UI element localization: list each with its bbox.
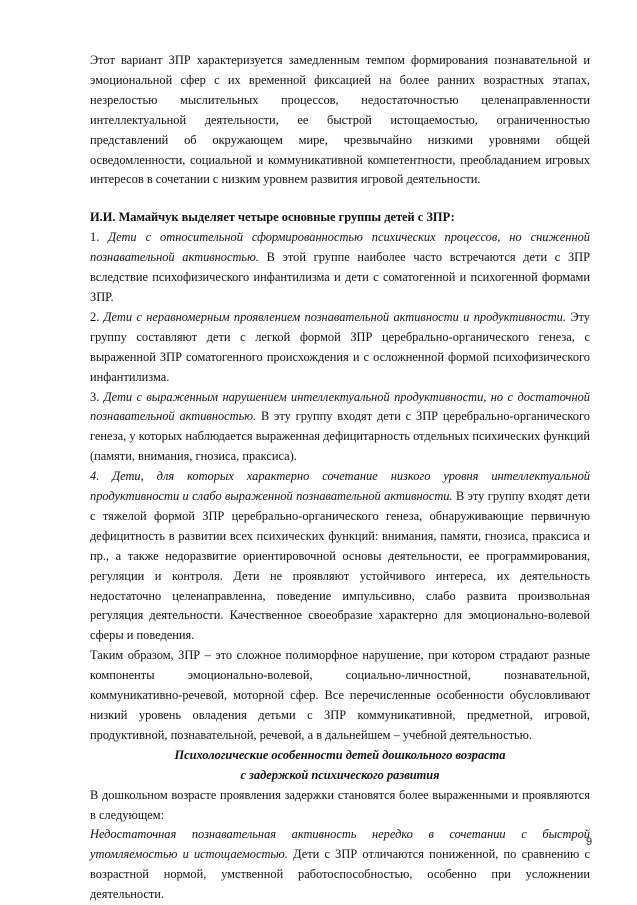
group-item-1 [90, 228, 590, 308]
paragraph-gap [90, 190, 590, 208]
page-number: 9 [586, 836, 593, 848]
section-title-line1: Психологические особенности детей дошкольного возраста [174, 747, 506, 762]
feature-paragraph [90, 825, 593, 905]
group-number: 2. [90, 309, 100, 324]
group-item-3 [90, 388, 590, 468]
group-number: 4. [90, 469, 100, 484]
group-italic-title: Дети с относительной сформированностью психических процессов, но сниженной познавательной активностью. [90, 230, 590, 265]
conclusion-paragraph: Таким образом, ЗПР – это сложное полиморфное нарушение, при котором страдают разные компоненты эмоционально-волевой, социально-личностной, познавательной, коммуникативно-речевой, моторной сфер. Все перечисленные особенности обусловливают низкий уровень овладения детьми с ЗПР коммуникативной, предметной, игровой, продуктивной, познавательной, речевой, а в дальнейшем – учебной деятельностью. [90, 648, 590, 742]
group-description: Эту группу составляют дети с легкой формой ЗПР церебрально-органического генеза, с выраженной ЗПР соматогенного происхождения и с осложненной формой психофизического инфантилизма. [90, 309, 590, 384]
paragraph-variant-description: Этот вариант ЗПР характеризуется замедленным темпом формирования познавательной и эмоциональной сфер с их временной фиксацией на более ранних возрастных этапах, незрелостью мыслительных процессов, недостаточностью целенаправленности интеллектуальной деятельности, ее быстрой истощаемостью, ограниченностью представлений об окружающем мире, чрезвычайно низкими уровнями общей осведомленности, социальной и коммуникативной компетентности, преобладанием игровых интересов в сочетании с низким уровнем развития игровой деятельности. [90, 53, 590, 187]
group-italic-title: Дети, для которых характерно сочетание низкого уровня интеллектуальной продуктивности и слабо выраженной познавательной активности. [90, 469, 590, 504]
section-title-line2: с задержкой психического развития [240, 767, 440, 782]
group-item-2 [90, 308, 590, 388]
feature-italic-title: Недостаточная познавательная активность нередко в сочетании с быстрой утомляемостью и истощаемостью. [90, 827, 590, 862]
page-content [90, 51, 593, 905]
group-description: В эту группу входят дети с тяжелой формой ЗПР церебрально-органического генеза, обнаруживающие первичную дефицитность в развитии всех психических функций: внимания, памяти, гнозиса, праксиса и пр., а также недоразвитие ориентировочной основы деятельности, ее программирования, регуляции и контроля. Дети не проявляют устойчивого интереса, их деятельность недостаточно целенаправленна, поведение импульсивно, слабо развита произвольная регуляция деятельности. Качественное своеобразие характерно для эмоционально-волевой сферы и поведения. [90, 489, 590, 643]
feature-description: Дети с ЗПР отличаются пониженной, по сравнению с возрастной нормой, умственной работоспособностью, особенно при усложнении деятельности. [90, 847, 590, 902]
group-item-4 [90, 467, 590, 646]
group-number: 3. [90, 389, 100, 404]
group-description: В эту группу входят дети с ЗПР церебрально-органического генеза, у которых наблюдается выраженная дефицитарность отдельных психических функций (памяти, внимания, гнозиса, праксиса). [90, 409, 590, 464]
group-italic-title: Дети с выраженным нарушением интеллектуальной продуктивности, но с достаточной познавательной активностью. [90, 389, 590, 424]
group-description: В этой группе наиболее часто встречаются дети с ЗПР вследствие психофизического инфантилизма и дети с соматогенной и психогенной формами ЗПР. [90, 250, 590, 304]
group-italic-title: Дети с неравномерным проявлением познавательной активности и продуктивности. [103, 309, 566, 324]
groups-heading: И.И. Мамайчук выделяет четыре основные группы детей с ЗПР: [90, 210, 455, 225]
section-intro: В дошкольном возрасте проявления задержки становятся более выраженными и проявляются в следующем: [90, 787, 590, 822]
group-number: 1. [90, 230, 100, 245]
